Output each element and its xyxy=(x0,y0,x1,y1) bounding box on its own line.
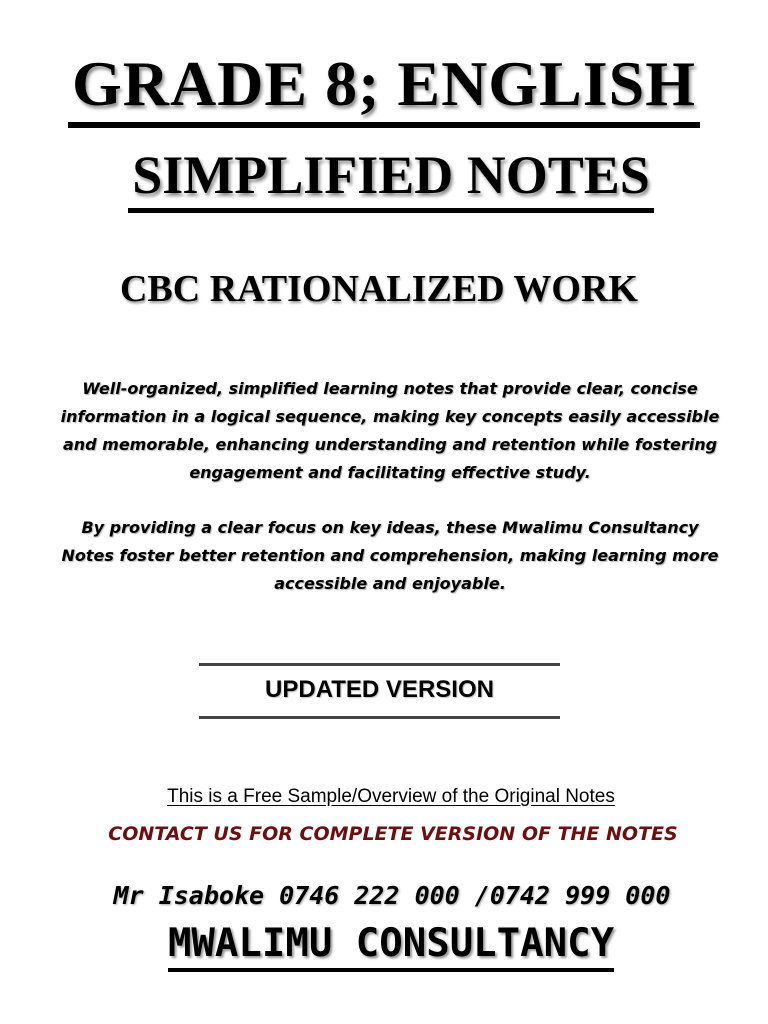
brand-name xyxy=(0,920,768,972)
version-label: UPDATED VERSION xyxy=(265,676,494,703)
page-title xyxy=(0,48,768,128)
page-title-text: GRADE 8; ENGLISH xyxy=(68,48,700,128)
brand-name-text: MWALIMU CONSULTANCY xyxy=(168,920,614,972)
description-paragraph-2: By providing a clear focus on key ideas, these Mwalimu Consultancy Notes foster better retention and comprehension, making learning more accessible and enjoyable. xyxy=(61,518,719,593)
tagline: CBC RATIONALIZED WORK xyxy=(119,268,638,310)
phone-line: Mr Isaboke 0746 222 000 /0742 999 000 xyxy=(113,881,671,910)
sample-note-text: This is a Free Sample/Overview of the Original Notes xyxy=(167,786,615,807)
contact-line: CONTACT US FOR COMPLETE VERSION OF THE NOTES xyxy=(108,823,678,845)
sample-note xyxy=(0,784,768,810)
page-subtitle-text: SIMPLIFIED NOTES xyxy=(128,144,654,213)
description-paragraph-1: Well-organized, simplified learning notes that provide clear, concise information in a logical sequence, making key concepts easily accessible and memorable, enhancing understanding and retention while fostering engagement and facilitating effective study. xyxy=(60,379,720,482)
page-subtitle xyxy=(0,144,768,213)
